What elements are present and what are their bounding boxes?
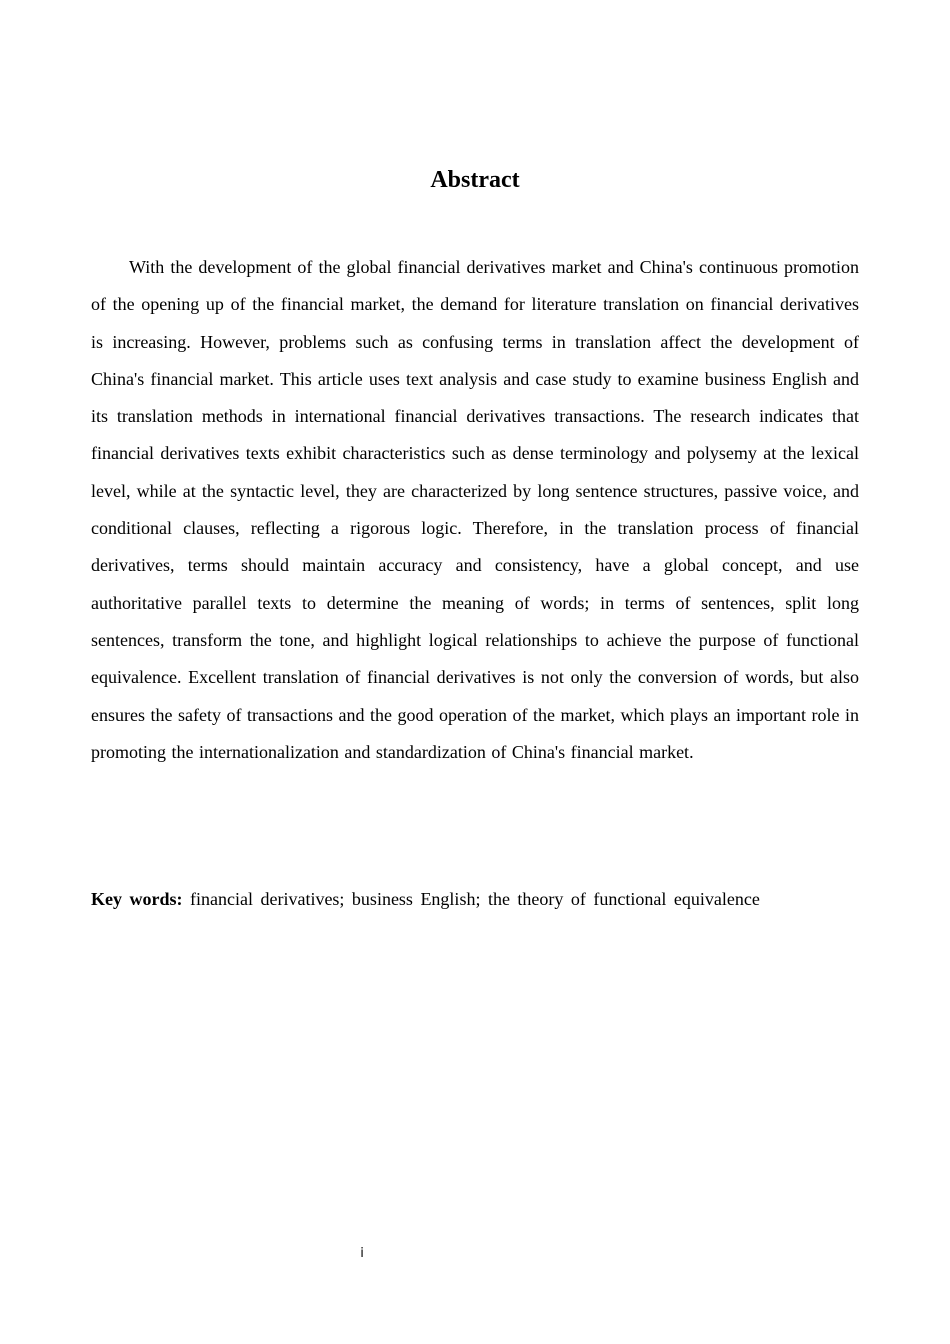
page-number: i bbox=[360, 1246, 364, 1261]
keywords-line bbox=[91, 881, 859, 918]
page-title: Abstract bbox=[430, 167, 520, 193]
abstract-paragraph: With the development of the global financial derivatives market and China's continuous promotion of the opening up of the financial market, the demand for literature translation on financial derivatives is increasing. However, problems such as confusing terms in translation affect the development of China's financial market. This article uses text analysis and case study to examine business English and its translation methods in international financial derivatives transactions. The research indicates that financial derivatives texts exhibit characteristics such as dense terminology and polysemy at the lexical level, while at the syntactic level, they are characterized by long sentence structures, passive voice, and conditional clauses, reflecting a rigorous logic. Therefore, in the translation process of financial derivatives, terms should maintain accuracy and consistency, have a global concept, and use authoritative parallel texts to determine the meaning of words; in terms of sentences, split long sentences, transform the tone, and highlight logical relationships to achieve the purpose of functional equivalence. Excellent translation of financial derivatives is not only the conversion of words, but also ensures the safety of transactions and the good operation of the market, which plays an important role in promoting the internationalization and standardization of China's financial market. bbox=[91, 257, 859, 762]
keywords-text: financial derivatives; business English; the theory of functional equivalence bbox=[190, 889, 760, 909]
keywords-label: Key words: bbox=[91, 889, 183, 909]
